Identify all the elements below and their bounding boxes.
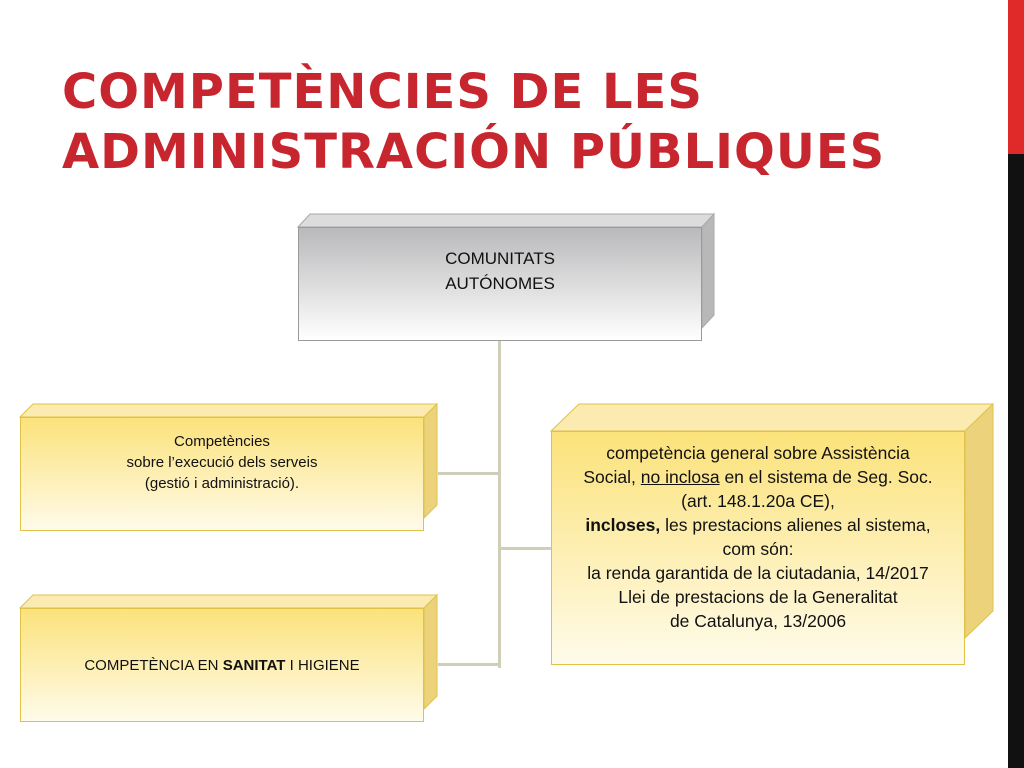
- root-node-line-1: COMUNITATS: [445, 249, 555, 268]
- left-bottom-text-pre: COMPETÈNCIA EN: [84, 656, 223, 674]
- root-node: [298, 227, 702, 341]
- right-line-7: Llei de prestacions de la Generalitat: [618, 587, 898, 607]
- right-line-4: [583, 513, 932, 537]
- connector-right: [498, 547, 554, 550]
- left-top-line-2: sobre l’execució dels serveis: [126, 453, 318, 471]
- left-top-line-1: Competències: [174, 432, 270, 450]
- right-node-face: [551, 431, 965, 665]
- left-bottom-node: [20, 608, 424, 722]
- right-line-5: com són:: [722, 539, 794, 559]
- root-node-line-2: AUTÓNOMES: [445, 274, 555, 293]
- right-line-3: (art. 148.1.20a CE),: [681, 491, 835, 511]
- right-line-6: la renda garantida de la ciutadania, 14/2017: [587, 563, 929, 583]
- connector-vertical: [498, 340, 501, 668]
- connector-left-top: [438, 472, 500, 475]
- title-line-1: COMPETÈNCIES DE LES: [62, 64, 703, 120]
- accent-bar-red: [1008, 0, 1024, 154]
- left-top-node-face: [20, 417, 424, 531]
- left-top-node: [20, 417, 424, 531]
- right-line-2-pre: Social,: [583, 467, 641, 487]
- right-line-8: de Catalunya, 13/2006: [669, 611, 847, 631]
- right-line-2: [583, 465, 932, 489]
- left-bottom-text-bold: SANITAT: [222, 656, 286, 674]
- left-bottom-text-post: I HIGIENE: [285, 656, 360, 674]
- right-line-4-bold: incloses,: [585, 515, 661, 535]
- right-line-1: competència general sobre Assistència: [606, 443, 910, 463]
- left-bottom-node-face: [20, 608, 424, 722]
- title-line-2: ADMINISTRACIÓN PÚBLIQUES: [62, 124, 886, 180]
- slide-title: [62, 62, 992, 182]
- root-node-face: [298, 227, 702, 341]
- left-top-line-3: (gestió i administració).: [144, 474, 300, 492]
- right-line-2-underline: no inclosa: [640, 467, 720, 487]
- right-node: [551, 431, 965, 665]
- connector-left-bottom: [438, 663, 500, 666]
- accent-bar-black: [1008, 154, 1024, 768]
- right-line-2-post: en el sistema de Seg. Soc.: [719, 467, 933, 487]
- right-line-4-post: les prestacions alienes al sistema,: [660, 515, 931, 535]
